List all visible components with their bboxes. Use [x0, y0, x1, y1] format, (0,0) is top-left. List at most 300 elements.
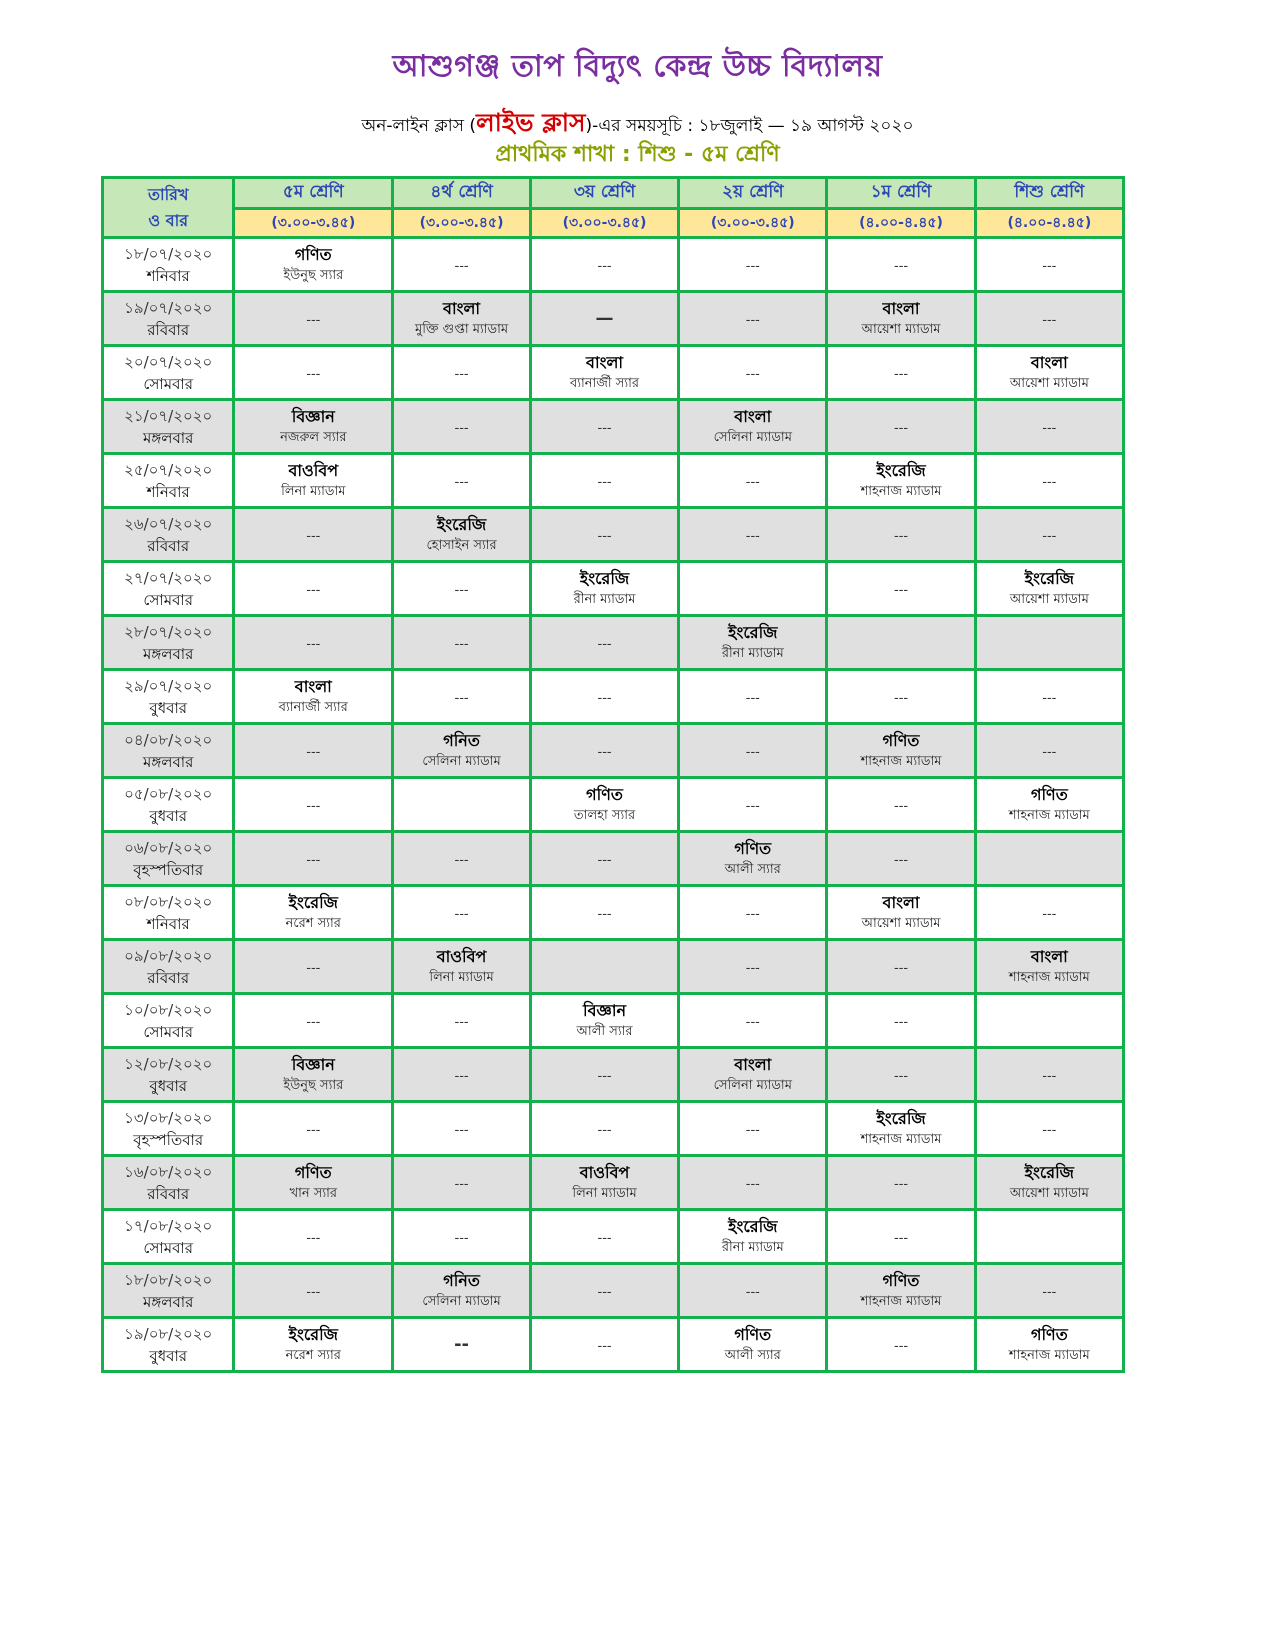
class-cell — [393, 616, 531, 670]
subject-name: গনিত — [443, 1270, 480, 1290]
class-cell — [234, 994, 393, 1048]
teacher-name: মুক্তি গুপ্তা ম্যাডাম — [414, 321, 509, 337]
teacher-name: আয়েশা ম্যাডাম — [1009, 375, 1089, 391]
class-cell — [827, 778, 975, 832]
class-cell — [975, 616, 1123, 670]
date-cell — [103, 562, 234, 616]
class-cell — [827, 238, 975, 292]
row-day: রবিবার — [147, 536, 190, 555]
table-row — [103, 670, 1124, 724]
row-day: মঙ্গলবার — [143, 644, 194, 663]
class-cell — [679, 670, 827, 724]
row-date: ১৯/০৮/২০২০ — [124, 1324, 213, 1343]
class-cell — [393, 994, 531, 1048]
no-class-dash: --- — [306, 961, 321, 976]
subject-name: ইংরেজি — [1024, 1162, 1074, 1182]
class-cell — [530, 670, 678, 724]
teacher-name: আয়েশা ম্যাডাম — [861, 321, 941, 337]
row-date: ১৮/০৭/২০২০ — [124, 244, 213, 263]
date-cell — [103, 1318, 234, 1372]
subject-name: বাংলা — [443, 298, 481, 318]
no-class-dash: --- — [1042, 475, 1057, 490]
teacher-name: আয়েশা ম্যাডাম — [1009, 591, 1089, 607]
no-class-dash: --- — [454, 1123, 469, 1138]
class-cell — [393, 292, 531, 346]
no-class-dash: --- — [745, 367, 760, 382]
class-cell — [827, 1318, 975, 1372]
class-cell — [827, 1264, 975, 1318]
teacher-name: সেলিনা ম্যাডাম — [713, 1077, 792, 1093]
no-class-dash: --- — [597, 1069, 612, 1084]
subject-name: ইংরেজি — [579, 568, 630, 588]
no-class-dash: --- — [745, 961, 760, 976]
class-cell — [975, 994, 1123, 1048]
teacher-name: নরেশ স্যার — [285, 1347, 341, 1363]
class-cell — [234, 1210, 393, 1264]
schedule-body — [103, 238, 1124, 1372]
subject-name: গণিত — [882, 730, 920, 750]
row-day: রবিবার — [147, 320, 190, 339]
subject-name: গণিত — [734, 1324, 772, 1344]
date-cell — [103, 238, 234, 292]
date-cell — [103, 724, 234, 778]
no-class-dash: --- — [597, 637, 612, 652]
class-cell — [393, 508, 531, 562]
row-date: ২৭/০৭/২০২০ — [124, 568, 213, 587]
no-class-dash: --- — [306, 745, 321, 760]
row-day: বুধবার — [149, 1076, 188, 1095]
no-class-dash: --- — [597, 529, 612, 544]
no-class-dash: --- — [454, 475, 469, 490]
class-cell — [679, 1156, 827, 1210]
date-cell — [103, 832, 234, 886]
no-class-dash: --- — [306, 1123, 321, 1138]
table-row — [103, 562, 1124, 616]
class-cell — [234, 1102, 393, 1156]
date-cell — [103, 292, 234, 346]
class-cell — [679, 238, 827, 292]
header-date-day — [103, 178, 234, 238]
subject-name: বাংলা — [882, 298, 920, 318]
no-class-dash: --- — [894, 1231, 909, 1246]
class-cell — [975, 940, 1123, 994]
class-cell — [975, 562, 1123, 616]
row-date: ১২/০৮/২০২০ — [124, 1054, 213, 1073]
subject-name: গণিত — [294, 244, 332, 264]
class-cell — [827, 1210, 975, 1264]
no-class-dash: --- — [454, 421, 469, 436]
class-cell — [234, 292, 393, 346]
table-row — [103, 1156, 1124, 1210]
teacher-name: ব্যানার্জী স্যার — [278, 699, 348, 715]
teacher-name: খান স্যার — [289, 1185, 338, 1201]
class-cell — [530, 562, 678, 616]
row-date: ১৯/০৭/২০২০ — [124, 298, 213, 317]
subject-name: গণিত — [1030, 784, 1068, 804]
class-cell — [530, 994, 678, 1048]
header-time: (৪.০০-৪.৪৫) — [975, 209, 1123, 238]
class-cell — [393, 778, 531, 832]
date-cell — [103, 670, 234, 724]
class-cell — [393, 1102, 531, 1156]
header-class: ৫ম শ্রেণি — [234, 178, 393, 209]
class-cell — [530, 724, 678, 778]
teacher-name: ব্যানার্জী স্যার — [570, 375, 640, 391]
no-class-dash: --- — [454, 1177, 469, 1192]
no-class-dash: --- — [597, 1123, 612, 1138]
subject-name: বাওবিপ — [579, 1162, 630, 1182]
subject-name: গণিত — [1030, 1324, 1068, 1344]
class-cell — [234, 1156, 393, 1210]
row-date: ০৬/০৮/২০২০ — [124, 838, 213, 857]
no-class-dash: --- — [745, 529, 760, 544]
header-class: ১ম শ্রেণি — [827, 178, 975, 209]
teacher-name: নজরুল স্যার — [280, 429, 347, 445]
subject-name: বাওবিপ — [288, 460, 339, 480]
no-class-dash: --- — [454, 1231, 469, 1246]
class-cell — [234, 778, 393, 832]
class-cell — [393, 346, 531, 400]
no-class-dash: --- — [894, 691, 909, 706]
row-day: মঙ্গলবার — [143, 1292, 194, 1311]
class-cell — [530, 1048, 678, 1102]
table-row — [103, 508, 1124, 562]
row-date: ১৭/০৮/২০২০ — [124, 1216, 213, 1235]
no-class-dash: --- — [597, 1339, 612, 1354]
header-day-label: ও বার — [148, 210, 189, 230]
no-class-dash: --- — [894, 529, 909, 544]
row-day: মঙ্গলবার — [143, 752, 194, 771]
class-cell — [530, 346, 678, 400]
subject-name: বাওবিপ — [436, 946, 487, 966]
subject-name: বাংলা — [294, 676, 332, 696]
row-day: বৃহস্পতিবার — [133, 1130, 204, 1149]
row-date: ০৮/০৮/২০২০ — [124, 892, 213, 911]
no-class-dash: --- — [1042, 745, 1057, 760]
no-class-dash: — — [595, 308, 614, 329]
header-time: (৪.০০-৪.৪৫) — [827, 209, 975, 238]
no-class-dash: -- — [454, 1334, 470, 1355]
class-cell — [530, 1102, 678, 1156]
header-class: ৪র্থ শ্রেণি — [393, 178, 531, 209]
no-class-dash: --- — [745, 313, 760, 328]
no-class-dash: --- — [894, 1177, 909, 1192]
class-cell — [234, 400, 393, 454]
date-cell — [103, 508, 234, 562]
no-class-dash: --- — [745, 907, 760, 922]
class-cell — [975, 670, 1123, 724]
date-cell — [103, 400, 234, 454]
subtitle-suffix: )-এর সময়সূচি : ১৮জুলাই — ১৯ আগস্ট ২০২০ — [585, 116, 914, 136]
class-cell — [679, 1210, 827, 1264]
subject-name: বিজ্ঞান — [291, 1054, 335, 1074]
live-class-label: লাইভ ক্লাস — [475, 108, 586, 137]
no-class-dash: --- — [745, 1123, 760, 1138]
class-cell — [530, 616, 678, 670]
no-class-dash: --- — [894, 367, 909, 382]
row-date: ১০/০৮/২০২০ — [124, 1000, 213, 1019]
subject-name: ইংরেজি — [436, 514, 487, 534]
no-class-dash: --- — [894, 1069, 909, 1084]
class-cell — [827, 940, 975, 994]
no-class-dash: --- — [1042, 691, 1057, 706]
class-cell — [393, 886, 531, 940]
date-cell — [103, 346, 234, 400]
header-class: ২য় শ্রেণি — [679, 178, 827, 209]
class-cell — [393, 832, 531, 886]
teacher-name: ইউনুছ স্যার — [283, 267, 344, 283]
class-cell — [975, 724, 1123, 778]
class-cell — [234, 1048, 393, 1102]
class-cell — [679, 1102, 827, 1156]
class-cell — [234, 886, 393, 940]
class-cell — [234, 508, 393, 562]
no-class-dash: --- — [1042, 421, 1057, 436]
date-cell — [103, 886, 234, 940]
no-class-dash: --- — [454, 853, 469, 868]
class-cell — [975, 832, 1123, 886]
class-cell — [393, 1264, 531, 1318]
class-cell — [393, 454, 531, 508]
row-day: শনিবার — [146, 266, 190, 285]
class-cell — [827, 508, 975, 562]
teacher-name: ইউনুছ স্যার — [283, 1077, 344, 1093]
header-date-label: তারিখ — [147, 184, 189, 204]
table-row — [103, 238, 1124, 292]
date-cell — [103, 1210, 234, 1264]
teacher-name: শাহনাজ ম্যাডাম — [860, 753, 942, 769]
class-cell — [975, 1210, 1123, 1264]
class-cell — [393, 724, 531, 778]
no-class-dash: --- — [597, 853, 612, 868]
header-time: (৩.০০-৩.৪৫) — [679, 209, 827, 238]
table-row — [103, 346, 1124, 400]
teacher-name: শাহনাজ ম্যাডাম — [860, 1293, 942, 1309]
subject-name: গনিত — [443, 730, 480, 750]
branch-heading: প্রাথমিক শাখা : শিশু - ৫ম শ্রেণি — [495, 142, 780, 167]
class-cell — [679, 454, 827, 508]
class-cell — [827, 454, 975, 508]
subject-name: বিজ্ঞান — [291, 406, 335, 426]
class-cell — [530, 886, 678, 940]
no-class-dash: --- — [1042, 1123, 1057, 1138]
teacher-name: লিনা ম্যাডাম — [429, 969, 494, 985]
class-cell — [827, 346, 975, 400]
class-cell — [530, 508, 678, 562]
class-cell — [393, 1210, 531, 1264]
date-cell — [103, 454, 234, 508]
class-cell — [393, 400, 531, 454]
no-class-dash: --- — [1042, 313, 1057, 328]
table-row — [103, 994, 1124, 1048]
subject-name: ইংরেজি — [288, 892, 338, 912]
row-date: ১৬/০৮/২০২০ — [124, 1162, 213, 1181]
no-class-dash: --- — [745, 745, 760, 760]
class-cell — [530, 292, 678, 346]
no-class-dash: --- — [1042, 907, 1057, 922]
table-row — [103, 1210, 1124, 1264]
class-cell — [530, 1318, 678, 1372]
subtitle-prefix: অন-লাইন ক্লাস ( — [361, 116, 476, 136]
class-cell — [679, 562, 827, 616]
table-row — [103, 886, 1124, 940]
teacher-name: আয়েশা ম্যাডাম — [861, 915, 941, 931]
date-cell — [103, 994, 234, 1048]
row-date: ০৯/০৮/২০২০ — [124, 946, 213, 965]
no-class-dash: --- — [306, 313, 321, 328]
class-cell — [530, 1264, 678, 1318]
class-cell — [827, 1156, 975, 1210]
class-cell — [827, 670, 975, 724]
class-cell — [679, 778, 827, 832]
row-day: বুধবার — [149, 806, 188, 825]
no-class-dash: --- — [1042, 259, 1057, 274]
no-class-dash: --- — [894, 1015, 909, 1030]
teacher-name: আলী স্যার — [724, 861, 781, 877]
row-date: ০৪/০৮/২০২০ — [124, 730, 213, 749]
class-cell — [234, 832, 393, 886]
no-class-dash: --- — [894, 583, 909, 598]
row-date: ২৯/০৭/২০২০ — [124, 676, 213, 695]
class-cell — [530, 1156, 678, 1210]
class-cell — [827, 562, 975, 616]
no-class-dash: --- — [597, 1231, 612, 1246]
no-class-dash: --- — [454, 637, 469, 652]
subject-name: বাংলা — [1030, 946, 1068, 966]
no-class-dash: --- — [454, 1015, 469, 1030]
class-cell — [234, 670, 393, 724]
no-class-dash: --- — [745, 799, 760, 814]
class-cell — [679, 292, 827, 346]
no-class-dash: --- — [1042, 1285, 1057, 1300]
teacher-name: শাহনাজ ম্যাডাম — [860, 1131, 942, 1147]
no-class-dash: --- — [306, 1231, 321, 1246]
class-cell — [827, 1102, 975, 1156]
class-cell — [975, 1102, 1123, 1156]
class-cell — [393, 670, 531, 724]
class-cell — [679, 832, 827, 886]
class-cell — [975, 238, 1123, 292]
row-day: সোমবার — [143, 1238, 194, 1257]
row-date: ২৮/০৭/২০২০ — [124, 622, 213, 641]
class-cell — [975, 454, 1123, 508]
class-cell — [530, 940, 678, 994]
no-class-dash: --- — [306, 1285, 321, 1300]
class-cell — [975, 1156, 1123, 1210]
teacher-name: শাহনাজ ম্যাডাম — [1008, 1347, 1090, 1363]
row-day: শনিবার — [146, 482, 190, 501]
header-time: (৩.০০-৩.৪৫) — [530, 209, 678, 238]
no-class-dash: --- — [745, 1177, 760, 1192]
no-class-dash: --- — [597, 475, 612, 490]
no-class-dash: --- — [745, 475, 760, 490]
class-cell — [530, 832, 678, 886]
class-cell — [975, 346, 1123, 400]
class-cell — [530, 778, 678, 832]
no-class-dash: --- — [745, 691, 760, 706]
class-cell — [679, 400, 827, 454]
table-row — [103, 778, 1124, 832]
class-cell — [393, 940, 531, 994]
class-cell — [975, 292, 1123, 346]
class-cell — [975, 778, 1123, 832]
teacher-name: রীনা ম্যাডাম — [721, 645, 784, 661]
row-day: রবিবার — [147, 1184, 190, 1203]
class-cell — [827, 1048, 975, 1102]
class-cell — [975, 1318, 1123, 1372]
no-class-dash: --- — [454, 583, 469, 598]
subject-name: বাংলা — [1030, 352, 1068, 372]
teacher-name: লিনা ম্যাডাম — [572, 1185, 637, 1201]
class-cell — [234, 238, 393, 292]
class-cell — [827, 400, 975, 454]
teacher-name: লিনা ম্যাডাম — [281, 483, 346, 499]
table-row — [103, 454, 1124, 508]
class-cell — [393, 562, 531, 616]
table-row — [103, 1048, 1124, 1102]
table-row — [103, 940, 1124, 994]
subject-name: ইংরেজি — [288, 1324, 338, 1344]
no-class-dash: --- — [306, 799, 321, 814]
class-cell — [234, 1264, 393, 1318]
teacher-name: শাহনাজ ম্যাডাম — [1008, 807, 1090, 823]
class-cell — [234, 616, 393, 670]
class-cell — [975, 1048, 1123, 1102]
row-date: ২১/০৭/২০২০ — [124, 406, 213, 425]
class-cell — [679, 886, 827, 940]
teacher-name: নরেশ স্যার — [285, 915, 341, 931]
teacher-name: সেলিনা ম্যাডাম — [422, 1293, 501, 1309]
class-cell — [679, 1318, 827, 1372]
subject-name: ইংরেজি — [876, 1108, 926, 1128]
class-cell — [679, 616, 827, 670]
no-class-dash: --- — [597, 259, 612, 274]
subject-name: গণিত — [882, 1270, 920, 1290]
table-row — [103, 616, 1124, 670]
no-class-dash: --- — [745, 1015, 760, 1030]
teacher-name: সেলিনা ম্যাডাম — [422, 753, 501, 769]
class-cell — [393, 1156, 531, 1210]
class-cell — [234, 454, 393, 508]
class-cell — [234, 1318, 393, 1372]
subject-name: গণিত — [586, 784, 623, 804]
no-class-dash: --- — [597, 691, 612, 706]
row-date: ২০/০৭/২০২০ — [124, 352, 213, 371]
date-cell — [103, 1102, 234, 1156]
no-class-dash: --- — [597, 907, 612, 922]
no-class-dash: --- — [894, 421, 909, 436]
table-row — [103, 400, 1124, 454]
class-cell — [975, 886, 1123, 940]
class-cell — [530, 1210, 678, 1264]
header-time: (৩.০০-৩.৪৫) — [234, 209, 393, 238]
date-cell — [103, 1264, 234, 1318]
subject-name: বাংলা — [586, 352, 624, 372]
class-cell — [393, 238, 531, 292]
date-cell — [103, 778, 234, 832]
no-class-dash: --- — [894, 853, 909, 868]
teacher-name: তালহা স্যার — [573, 807, 636, 823]
header-time: (৩.০০-৩.৪৫) — [393, 209, 531, 238]
subject-name: ইংরেজি — [1024, 568, 1074, 588]
no-class-dash: --- — [306, 529, 321, 544]
teacher-name: রীনা ম্যাডাম — [573, 591, 636, 607]
date-cell — [103, 616, 234, 670]
no-class-dash: --- — [597, 421, 612, 436]
no-class-dash: --- — [306, 637, 321, 652]
teacher-name: আয়েশা ম্যাডাম — [1009, 1185, 1089, 1201]
header-class: ৩য় শ্রেণি — [530, 178, 678, 209]
